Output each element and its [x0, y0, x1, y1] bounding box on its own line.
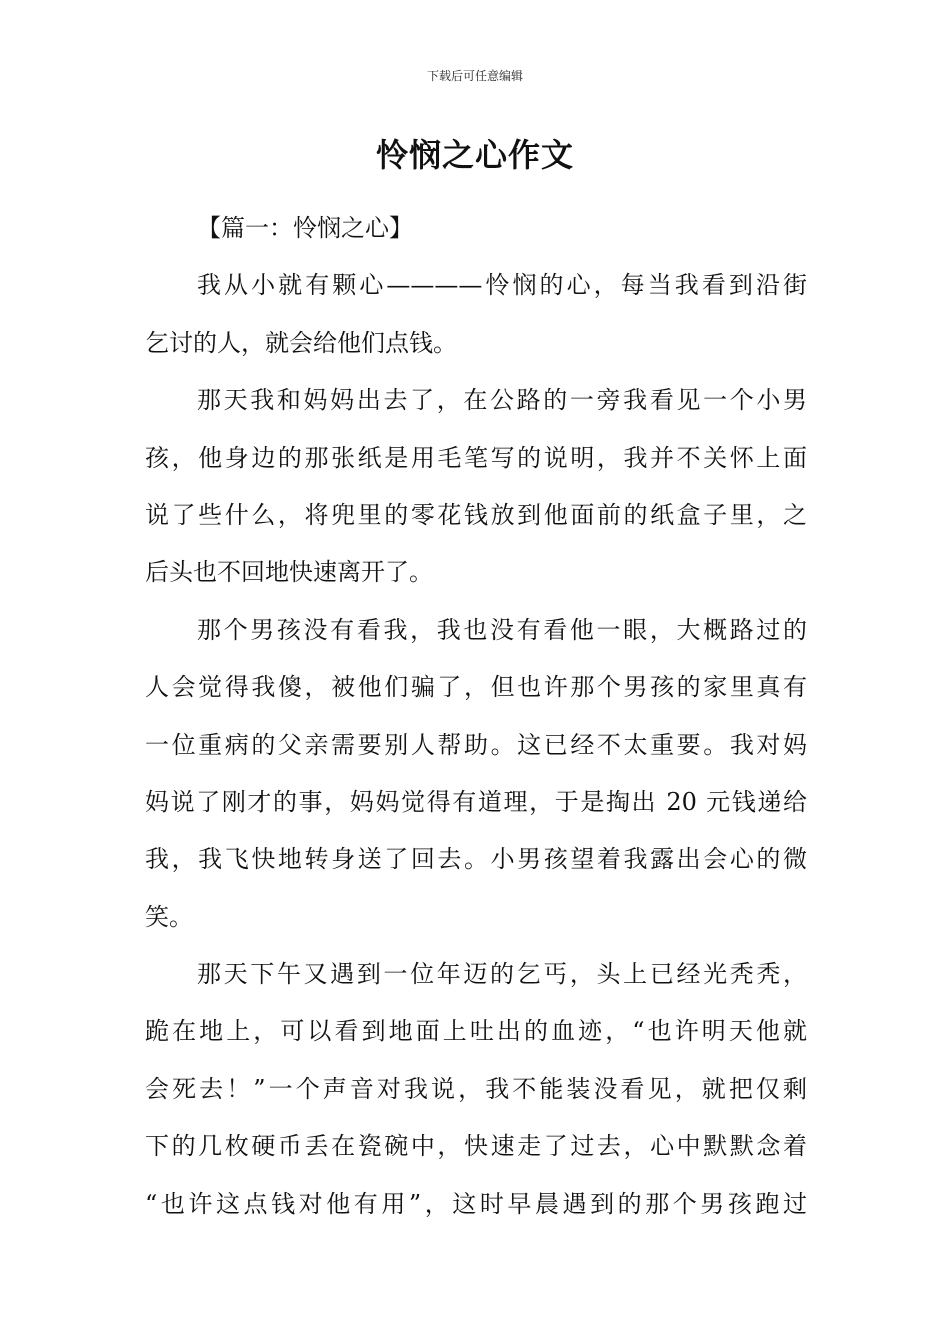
paragraph-line: 后头也不回地快速离开了。 [145, 558, 433, 587]
paragraph-3 [145, 602, 807, 946]
header-note: 下载后可任意编辑 [426, 69, 523, 83]
paragraph-4 [145, 946, 807, 1233]
paragraph-line: 我，我飞快地转身送了回去。小男孩望着我露出会心的微 [145, 845, 807, 874]
paragraph-line: 笑。 [145, 902, 193, 931]
paragraph-line: “也许这点钱对他有用”，这时早晨遇到的那个男孩跑过 [145, 1189, 807, 1218]
paragraph-2 [145, 372, 807, 602]
paragraph-line: 说了些什么，将兜里的零花钱放到他面前的纸盒子里，之 [145, 500, 807, 529]
paragraph-line: 那天我和妈妈出去了，在公路的一旁我看见一个小男 [197, 386, 807, 415]
paragraph-line: 乞讨的人，就会给他们点钱。 [145, 328, 457, 357]
paragraph-line: 妈说了刚才的事，妈妈觉得有道理，于是掏出 20 元钱递给 [145, 787, 807, 816]
paragraph-line: 会死去！”一个声音对我说，我不能装没看见，就把仅剩 [145, 1074, 807, 1103]
paragraph-1 [145, 257, 807, 372]
paragraph-line: 那天下午又遇到一位年迈的乞丐，头上已经光秃秃， [197, 960, 807, 989]
paragraph-line: 跪在地上，可以看到地面上吐出的血迹，“也许明天他就 [145, 1017, 807, 1046]
paragraph-line: 一位重病的父亲需要别人帮助。这已经不太重要。我对妈 [145, 730, 807, 759]
document-body [145, 200, 807, 1233]
paragraph-line: 孩，他身边的那张纸是用毛笔写的说明，我并不关怀上面 [145, 443, 807, 472]
paragraph-line: 那个男孩没有看我，我也没有看他一眼，大概路过的 [197, 615, 807, 644]
section-heading: 【篇一：怜悯之心】 [197, 214, 413, 242]
paragraph-line: 我从小就有颗心————怜悯的心，每当我看到沿街 [197, 271, 807, 300]
paragraph-line: 下的几枚硬币丢在瓷碗中，快速走了过去，心中默默念着 [145, 1132, 807, 1161]
paragraph-line: 人会觉得我傻，被他们骗了，但也许那个男孩的家里真有 [145, 673, 807, 702]
document-title: 怜悯之心作文 [375, 136, 574, 174]
